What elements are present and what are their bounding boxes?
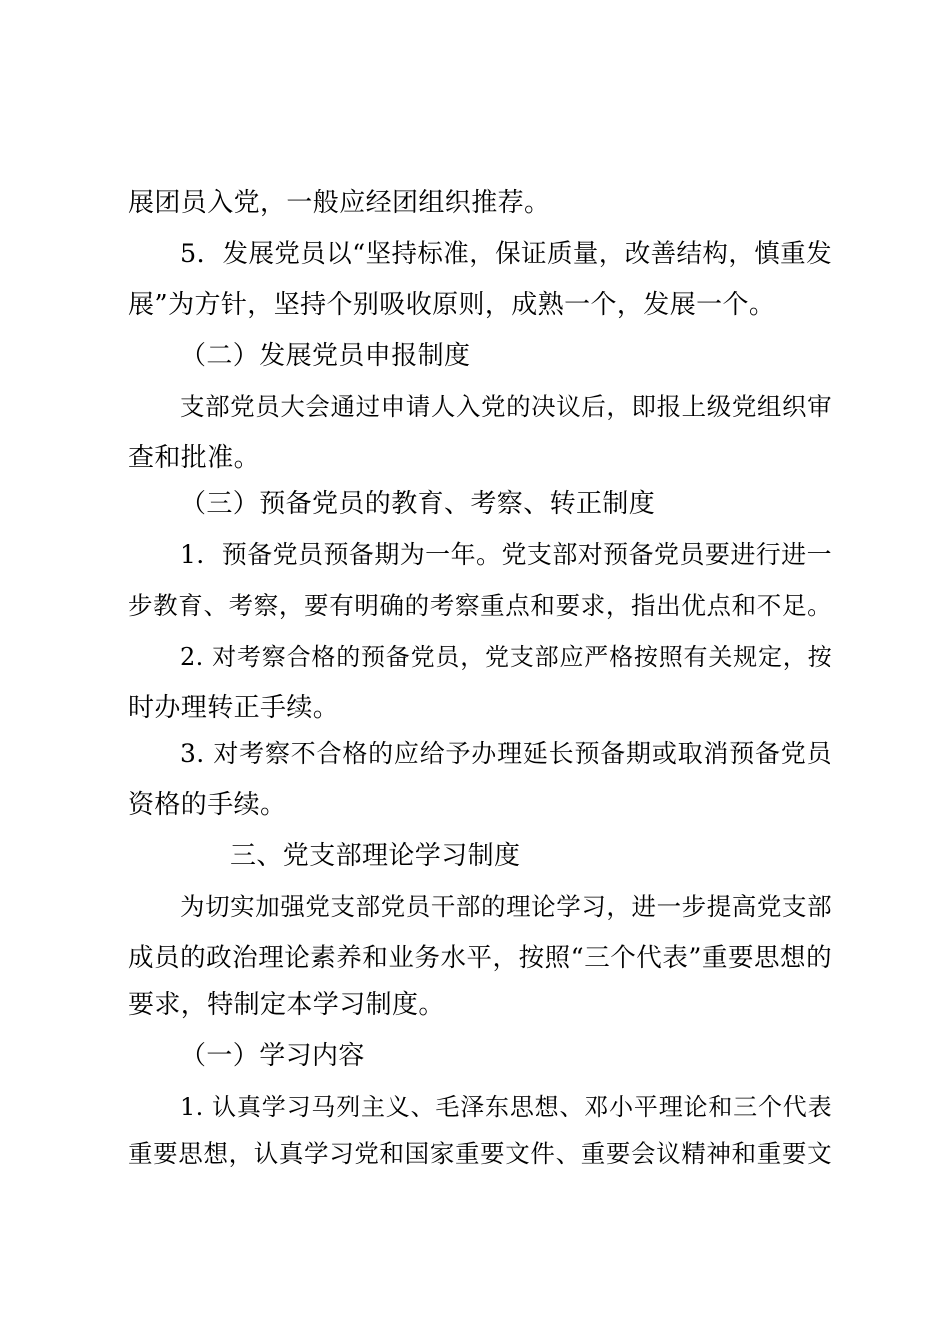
paragraph-line: 查和批准。 xyxy=(128,443,261,473)
section-heading: （三）预备党员的教育、考察、转正制度 xyxy=(180,489,656,519)
paragraph-line: 5．发展党员以“坚持标准，保证质量，改善结构，慎重发 xyxy=(180,239,832,269)
paragraph-line: 1．预备党员预备期为一年。党支部对预备党员要进行进一 xyxy=(180,540,832,569)
paragraph-line: 重要思想，认真学习党和国家重要文件、重要会议精神和重要文 xyxy=(128,1139,832,1168)
paragraph-line: 步教育、考察，要有明确的考察重点和要求，指出优点和不足。 xyxy=(128,591,832,620)
paragraph-line: 2. 对考察合格的预备党员，党支部应严格按照有关规定，按 xyxy=(180,643,832,671)
paragraph-line: 资格的手续。 xyxy=(128,790,287,820)
paragraph-line: 为切实加强党支部党员干部的理论学习，进一步提高党支部 xyxy=(180,892,832,921)
paragraph-line: 要求，特制定本学习制度。 xyxy=(128,990,445,1020)
paragraph-line: 展”为方针，坚持个别吸收原则，成熟一个，发展一个。 xyxy=(128,290,776,320)
paragraph-line: 支部党员大会通过申请人入党的决议后，即报上级党组织审 xyxy=(180,392,832,421)
paragraph-line: 3. 对考察不合格的应给予办理延长预备期或取消预备党员 xyxy=(180,739,832,768)
paragraph-line: 成员的政治理论素养和业务水平，按照“三个代表”重要思想的 xyxy=(128,943,832,973)
paragraph-line: 1. 认真学习马列主义、毛泽东思想、邓小平理论和三个代表 xyxy=(180,1093,832,1121)
paragraph-line: 时办理转正手续。 xyxy=(128,693,340,723)
chapter-heading: 三、党支部理论学习制度 xyxy=(230,841,521,871)
section-heading: （一）学习内容 xyxy=(180,1041,365,1071)
paragraph-line: 展团员入党，一般应经团组织推荐。 xyxy=(128,188,551,218)
section-heading: （二）发展党员申报制度 xyxy=(180,341,471,371)
